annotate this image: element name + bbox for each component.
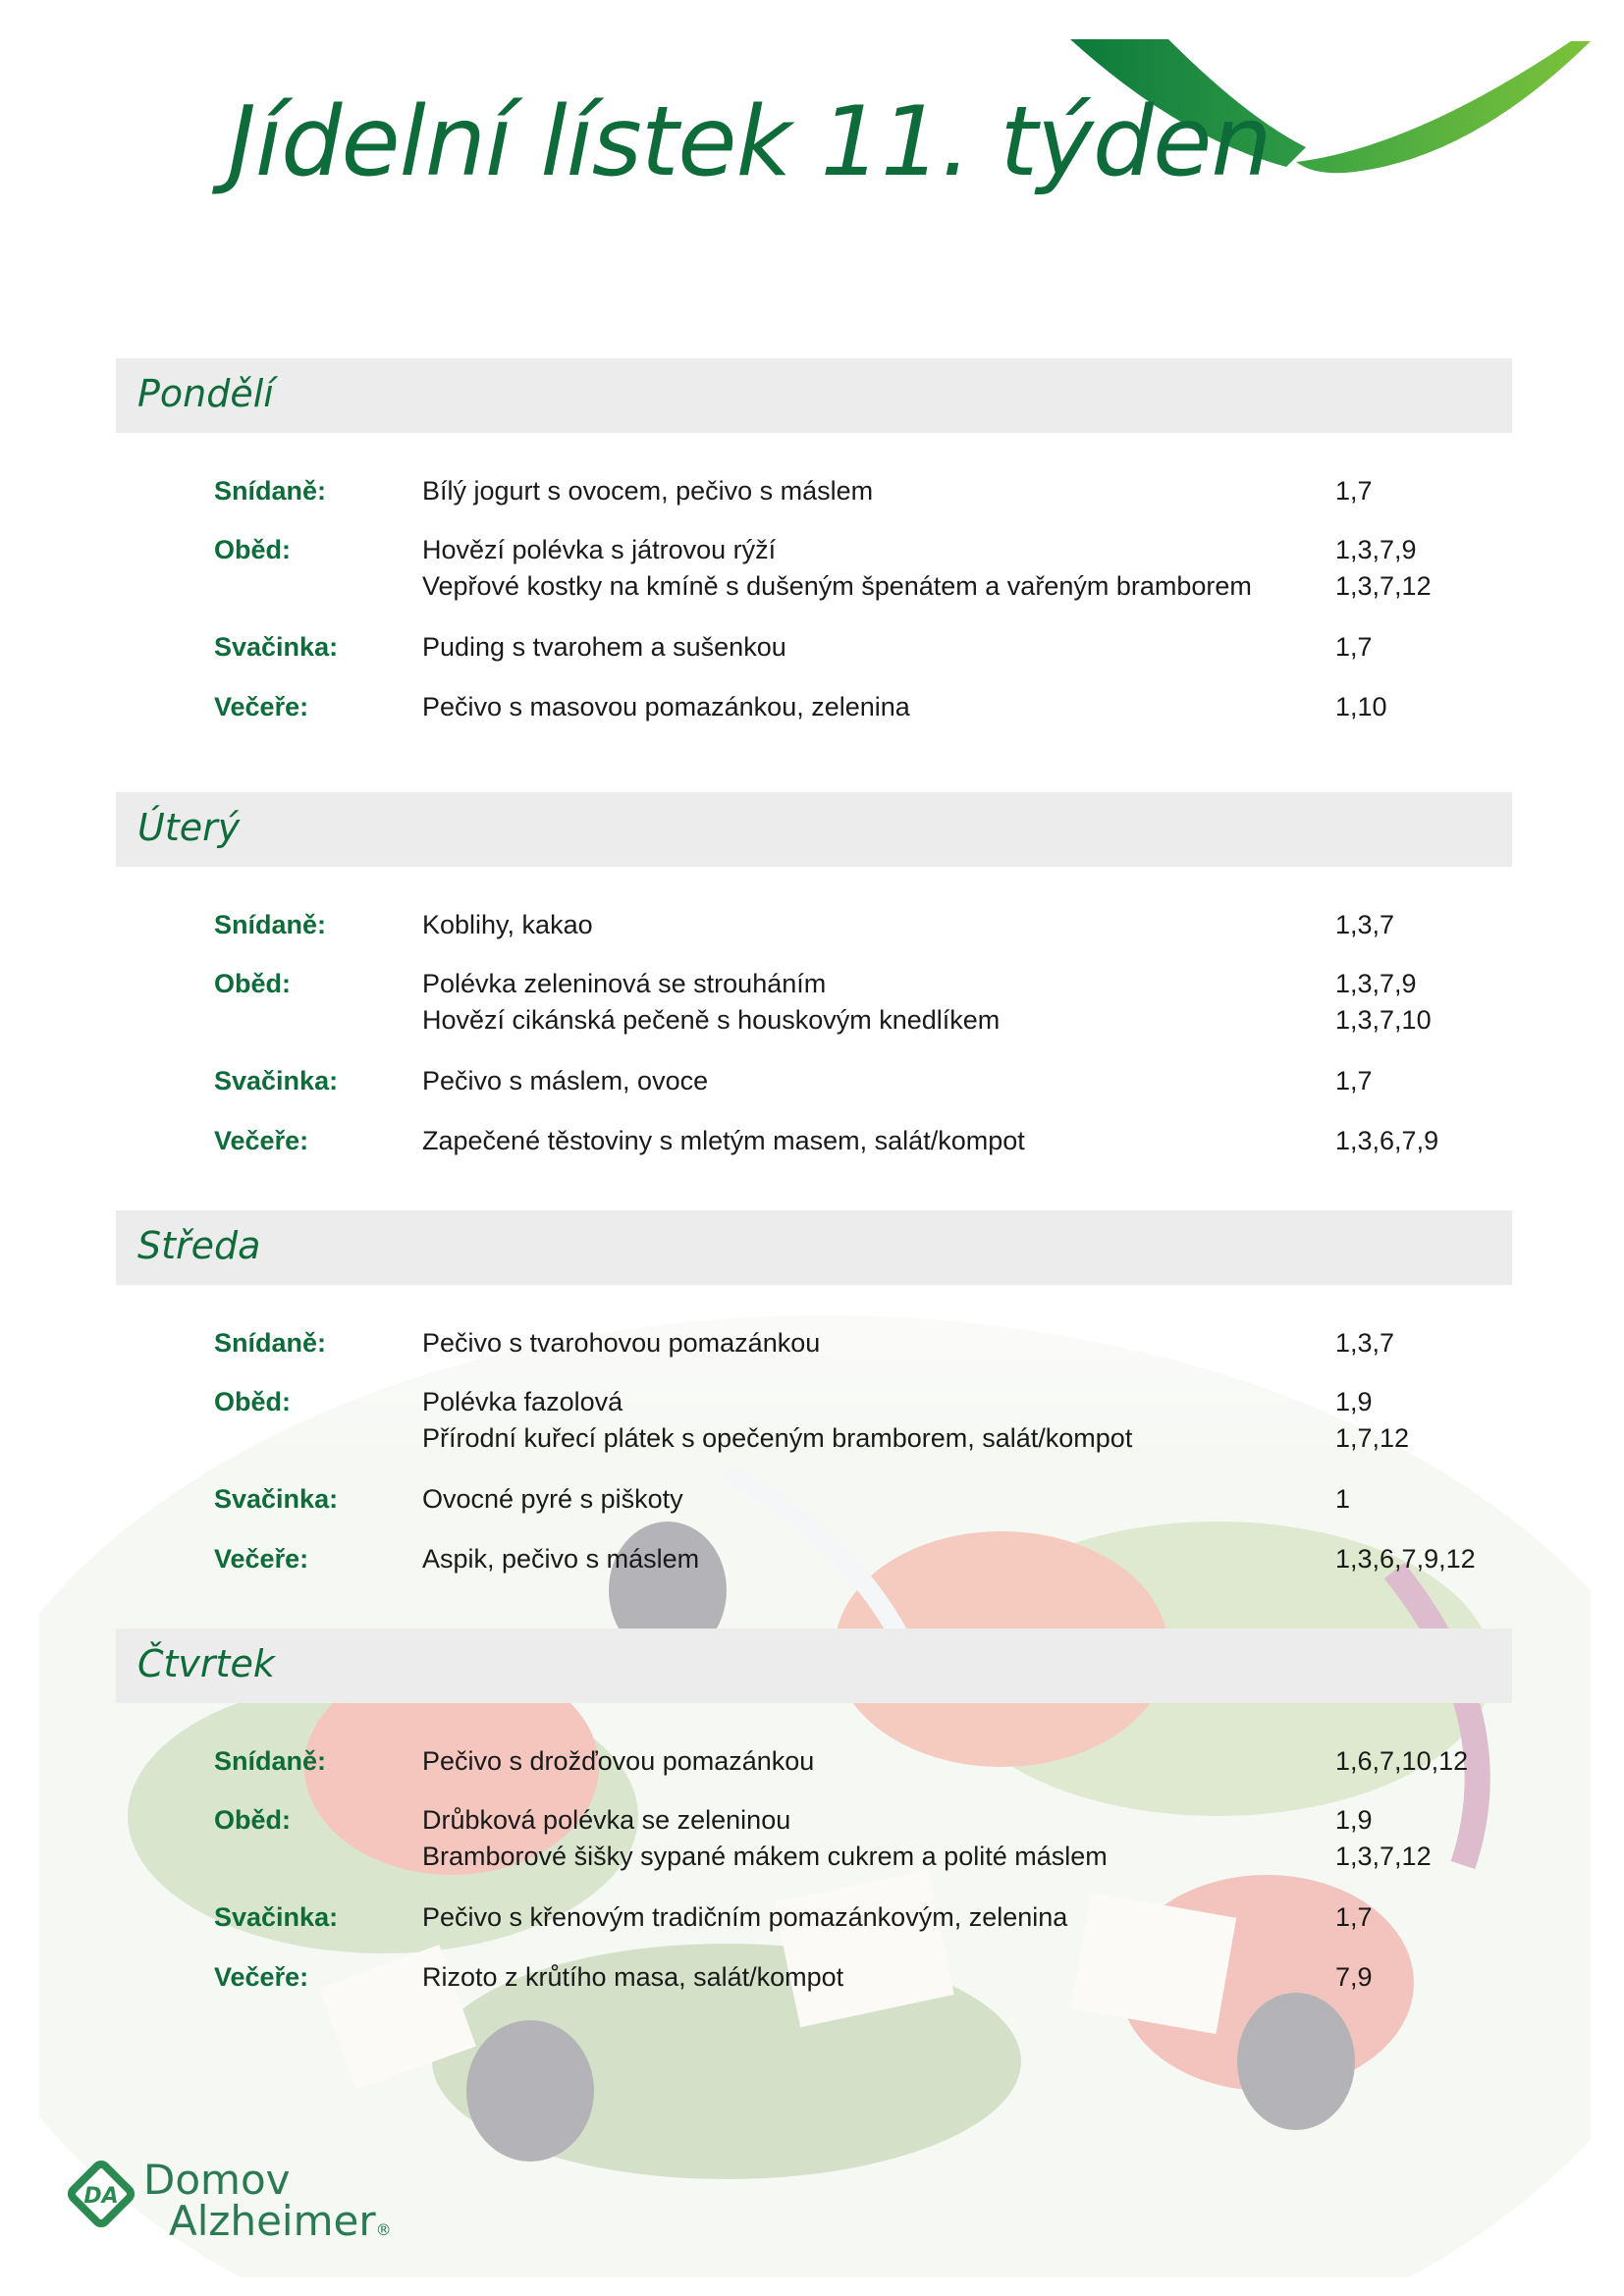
allergen-codes: 1,7 bbox=[1335, 1066, 1373, 1095]
allergen-codes: 1,7 bbox=[1335, 632, 1373, 662]
meal-label: Snídaně: bbox=[214, 910, 327, 939]
dish-line bbox=[0, 1842, 1624, 1878]
dish-text: Polévka fazolová bbox=[422, 1387, 623, 1416]
allergen-codes: 1,10 bbox=[1335, 692, 1387, 721]
allergen-codes: 1,7 bbox=[1335, 1902, 1373, 1932]
dish-text: Pečivo s masovou pomazánkou, zelenina bbox=[422, 692, 910, 721]
allergen-codes: 1,3,7,9 bbox=[1335, 535, 1417, 564]
meal-label: Večeře: bbox=[214, 692, 309, 721]
dish-text: Bílý jogurt s ovocem, pečivo s máslem bbox=[422, 476, 874, 506]
meal-label: Oběd: bbox=[214, 969, 291, 998]
allergen-codes: 1,7,12 bbox=[1335, 1423, 1410, 1453]
meal-row bbox=[0, 535, 1624, 608]
dish-line bbox=[0, 1005, 1624, 1041]
dish-line bbox=[0, 1484, 1624, 1521]
meal-label: Svačinka: bbox=[214, 1066, 339, 1095]
meal-label: Svačinka: bbox=[214, 632, 339, 662]
dish-text: Pečivo s tvarohovou pomazánkou bbox=[422, 1328, 821, 1358]
dish-line bbox=[0, 1902, 1624, 1939]
dish-text: Přírodní kuřecí plátek s opečeným bramborem, salát/kompot bbox=[422, 1423, 1133, 1453]
dish-line bbox=[0, 1066, 1624, 1102]
dish-line bbox=[0, 969, 1624, 1005]
allergen-codes: 1,9 bbox=[1335, 1805, 1373, 1835]
page-title: Jídelní lístek 11. týden bbox=[228, 86, 1272, 198]
meal-row bbox=[0, 1544, 1624, 1580]
meal-row bbox=[0, 1066, 1624, 1102]
logo-word-domov: Domov bbox=[143, 2156, 291, 2204]
dish-line bbox=[0, 910, 1624, 946]
logo-word-alzheimer-text: Alzheimer bbox=[169, 2197, 376, 2245]
dish-line bbox=[0, 1746, 1624, 1783]
dish-text: Polévka zeleninová se strouháním bbox=[422, 969, 827, 998]
dish-text: Vepřové kostky na kmíně s dušeným špenátem a vařeným bramborem bbox=[422, 571, 1252, 601]
day-name: Středa bbox=[137, 1224, 261, 1267]
meal-row bbox=[0, 1126, 1624, 1162]
meal-row bbox=[0, 1902, 1624, 1939]
meal-label: Večeře: bbox=[214, 1544, 309, 1574]
dish-line bbox=[0, 1962, 1624, 1999]
meal-row bbox=[0, 692, 1624, 728]
meal-label: Snídaně: bbox=[214, 1746, 327, 1776]
dish-text: Aspik, pečivo s máslem bbox=[422, 1544, 700, 1574]
meal-row bbox=[0, 969, 1624, 1041]
dish-text: Bramborové šišky sypané mákem cukrem a polité máslem bbox=[422, 1842, 1108, 1871]
allergen-codes: 1 bbox=[1335, 1484, 1351, 1514]
logo-registered-mark: ® bbox=[375, 2220, 392, 2239]
meal-row bbox=[0, 1387, 1624, 1460]
allergen-codes: 1,3,7,9 bbox=[1335, 969, 1417, 998]
meal-row bbox=[0, 910, 1624, 946]
dish-line bbox=[0, 1805, 1624, 1842]
day-name: Úterý bbox=[137, 806, 241, 849]
dish-text: Zapečené těstoviny s mletým masem, salát/kompot bbox=[422, 1126, 1025, 1155]
meal-row bbox=[0, 1328, 1624, 1364]
dish-line bbox=[0, 476, 1624, 512]
allergen-codes: 1,3,7,12 bbox=[1335, 1842, 1432, 1871]
logo-word-alzheimer bbox=[169, 2197, 392, 2245]
meal-label: Snídaně: bbox=[214, 1328, 327, 1358]
dish-line bbox=[0, 535, 1624, 571]
allergen-codes: 1,3,7,10 bbox=[1335, 1005, 1432, 1035]
domov-alzheimer-logo bbox=[67, 2156, 392, 2245]
day-header bbox=[116, 1629, 1512, 1703]
dish-text: Hovězí cikánská pečeně s houskovým knedlíkem bbox=[422, 1005, 1001, 1035]
dish-line bbox=[0, 1423, 1624, 1460]
dish-text: Pečivo s křenovým tradičním pomazánkovým, zelenina bbox=[422, 1902, 1068, 1932]
dish-text: Drůbková polévka se zeleninou bbox=[422, 1805, 791, 1835]
meal-label: Svačinka: bbox=[214, 1484, 339, 1514]
dish-line bbox=[0, 1544, 1624, 1580]
meal-label: Oběd: bbox=[214, 1387, 291, 1416]
meal-row bbox=[0, 1962, 1624, 1999]
dish-line bbox=[0, 1387, 1624, 1423]
allergen-codes: 1,3,6,7,9 bbox=[1335, 1126, 1439, 1155]
day-name: Čtvrtek bbox=[137, 1642, 275, 1685]
meal-row bbox=[0, 476, 1624, 512]
allergen-codes: 1,3,6,7,9,12 bbox=[1335, 1544, 1476, 1574]
day-header bbox=[116, 358, 1512, 433]
dish-line bbox=[0, 632, 1624, 668]
meal-row bbox=[0, 1805, 1624, 1878]
meal-label: Oběd: bbox=[214, 1805, 291, 1835]
allergen-codes: 7,9 bbox=[1335, 1962, 1373, 1992]
allergen-codes: 1,7 bbox=[1335, 476, 1373, 506]
meal-row bbox=[0, 1484, 1624, 1521]
allergen-codes: 1,9 bbox=[1335, 1387, 1373, 1416]
logo-mark-text: DA bbox=[83, 2184, 119, 2209]
dish-text: Pečivo s drožďovou pomazánkou bbox=[422, 1746, 815, 1776]
dish-line bbox=[0, 1126, 1624, 1162]
dish-text: Pečivo s máslem, ovoce bbox=[422, 1066, 709, 1095]
meal-label: Snídaně: bbox=[214, 476, 327, 506]
meal-row bbox=[0, 1746, 1624, 1783]
dish-line bbox=[0, 692, 1624, 728]
allergen-codes: 1,3,7 bbox=[1335, 1328, 1395, 1358]
domov-alzheimer-logo-icon bbox=[67, 2160, 135, 2228]
meal-label: Oběd: bbox=[214, 535, 291, 564]
day-name: Pondělí bbox=[137, 372, 274, 415]
day-header bbox=[116, 1210, 1512, 1285]
dish-text: Rizoto z krůtího masa, salát/kompot bbox=[422, 1962, 844, 1992]
dish-text: Ovocné pyré s piškoty bbox=[422, 1484, 683, 1514]
meal-label: Svačinka: bbox=[214, 1902, 339, 1932]
meal-label: Večeře: bbox=[214, 1962, 309, 1992]
allergen-codes: 1,3,7,12 bbox=[1335, 571, 1432, 601]
allergen-codes: 1,6,7,10,12 bbox=[1335, 1746, 1469, 1776]
dish-line bbox=[0, 1328, 1624, 1364]
dish-text: Hovězí polévka s játrovou rýží bbox=[422, 535, 777, 564]
dish-text: Koblihy, kakao bbox=[422, 910, 593, 939]
meal-row bbox=[0, 632, 1624, 668]
day-header bbox=[116, 792, 1512, 867]
meal-label: Večeře: bbox=[214, 1126, 309, 1155]
allergen-codes: 1,3,7 bbox=[1335, 910, 1395, 939]
dish-text: Puding s tvarohem a sušenkou bbox=[422, 632, 786, 662]
dish-line bbox=[0, 571, 1624, 608]
